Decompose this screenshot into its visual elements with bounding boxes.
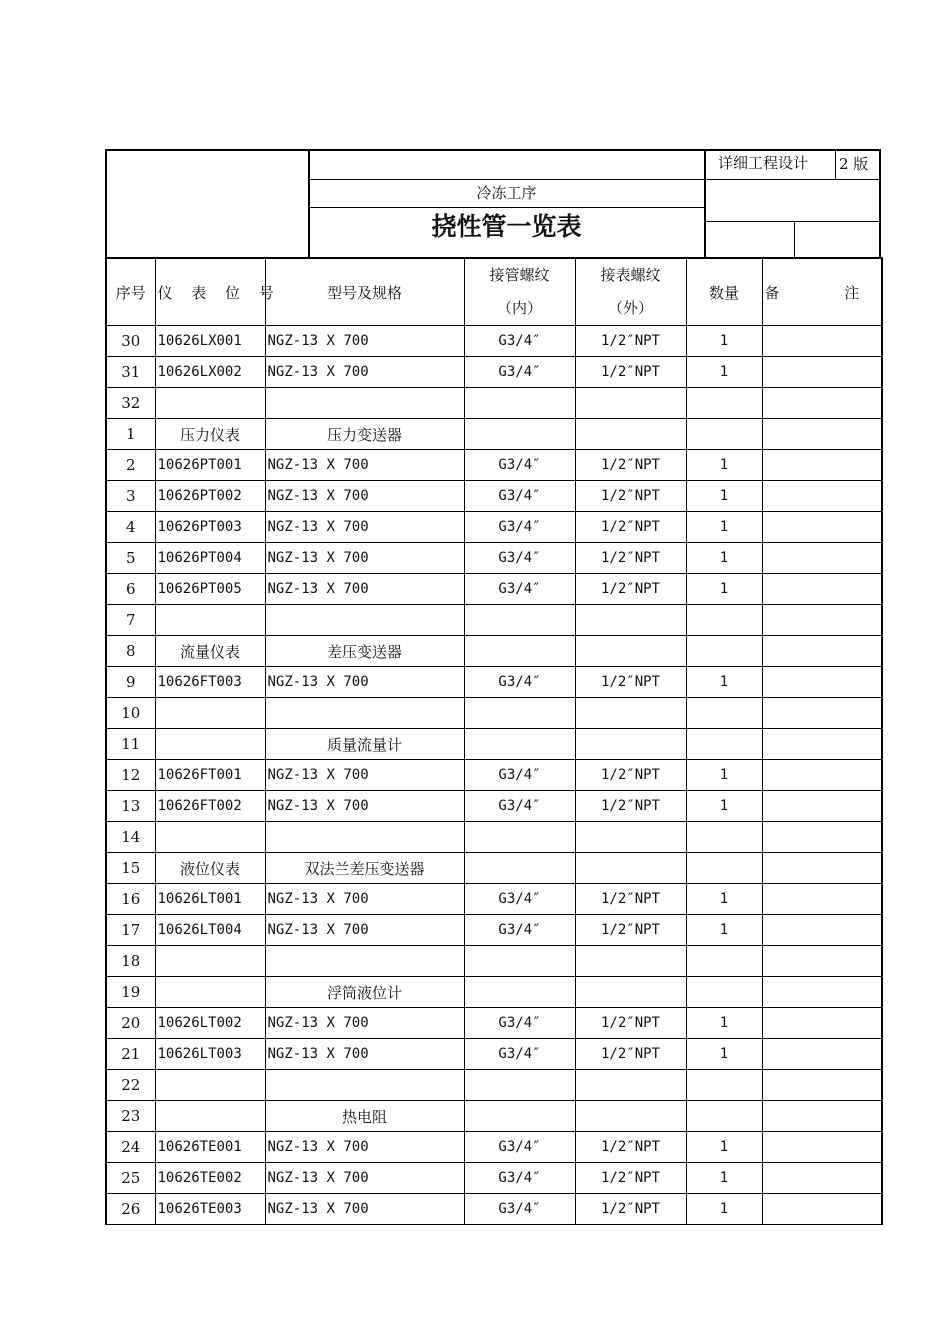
- cell-model: [265, 822, 464, 853]
- cell-tag: 10626LT001: [155, 884, 265, 915]
- table-row: [106, 977, 882, 1008]
- cell-meter-thread: [575, 946, 686, 977]
- title-block-divider: [309, 207, 704, 208]
- cell-pipe-thread: [464, 605, 575, 636]
- cell-seq: 13: [106, 791, 155, 822]
- cell-pipe-thread: [464, 388, 575, 419]
- cell-pipe-thread: [464, 636, 575, 667]
- cell-model: NGZ-13 X 700: [265, 512, 464, 543]
- cell-seq: 7: [106, 605, 155, 636]
- cell-model: 差压变送器: [265, 636, 464, 667]
- cell-pipe-thread: G3/4″: [464, 915, 575, 946]
- cell-model: NGZ-13 X 700: [265, 1008, 464, 1039]
- cell-tag: 液位仪表: [155, 853, 265, 884]
- cell-qty: [686, 946, 762, 977]
- table-row: [106, 1163, 882, 1194]
- cell-model: NGZ-13 X 700: [265, 481, 464, 512]
- cell-seq: 32: [106, 388, 155, 419]
- cell-seq: 6: [106, 574, 155, 605]
- cell-pipe-thread: [464, 853, 575, 884]
- cell-seq: 3: [106, 481, 155, 512]
- cell-qty: [686, 1070, 762, 1101]
- cell-pipe-thread: G3/4″: [464, 450, 575, 481]
- table-row: [106, 698, 882, 729]
- cell-remark: [762, 760, 882, 791]
- cell-seq: 30: [106, 326, 155, 357]
- col-header-remark-label: 备 注: [764, 283, 890, 302]
- cell-tag: 10626TE001: [155, 1132, 265, 1163]
- cell-meter-thread: [575, 388, 686, 419]
- cell-seq: 20: [106, 1008, 155, 1039]
- cell-model: NGZ-13 X 700: [265, 760, 464, 791]
- cell-remark: [762, 729, 882, 760]
- cell-meter-thread: [575, 822, 686, 853]
- cell-pipe-thread: G3/4″: [464, 512, 575, 543]
- cell-seq: 31: [106, 357, 155, 388]
- cell-seq: 1: [106, 419, 155, 450]
- cell-tag: 10626LT003: [155, 1039, 265, 1070]
- cell-model: NGZ-13 X 700: [265, 543, 464, 574]
- cell-tag: [155, 698, 265, 729]
- cell-qty: 1: [686, 543, 762, 574]
- cell-meter-thread: 1/2″NPT: [575, 1163, 686, 1194]
- process-name: 冷冻工序: [476, 184, 537, 202]
- cell-remark: [762, 481, 882, 512]
- cell-tag: [155, 388, 265, 419]
- cell-pipe-thread: G3/4″: [464, 1163, 575, 1194]
- cell-qty: 1: [686, 915, 762, 946]
- cell-meter-thread: 1/2″NPT: [575, 1008, 686, 1039]
- cell-tag: [155, 729, 265, 760]
- table-row: [106, 729, 882, 760]
- col-header-meter-thread-line2: （外）: [607, 299, 653, 317]
- table-row: [106, 512, 882, 543]
- cell-meter-thread: 1/2″NPT: [575, 1194, 686, 1225]
- cell-meter-thread: 1/2″NPT: [575, 543, 686, 574]
- cell-model: [265, 698, 464, 729]
- cell-pipe-thread: G3/4″: [464, 357, 575, 388]
- cell-remark: [762, 915, 882, 946]
- cell-seq: 4: [106, 512, 155, 543]
- table-row: [106, 481, 882, 512]
- cell-qty: [686, 1101, 762, 1132]
- cell-qty: 1: [686, 760, 762, 791]
- table-row: [106, 946, 882, 977]
- table-row: [106, 667, 882, 698]
- cell-meter-thread: [575, 729, 686, 760]
- cell-model: NGZ-13 X 700: [265, 1132, 464, 1163]
- title-block-divider: [835, 149, 836, 179]
- cell-remark: [762, 1101, 882, 1132]
- cell-model: [265, 605, 464, 636]
- version-label: 2 版: [839, 155, 869, 173]
- cell-tag: 10626PT002: [155, 481, 265, 512]
- cell-seq: 8: [106, 636, 155, 667]
- cell-meter-thread: 1/2″NPT: [575, 1039, 686, 1070]
- cell-meter-thread: 1/2″NPT: [575, 667, 686, 698]
- cell-meter-thread: 1/2″NPT: [575, 326, 686, 357]
- cell-remark: [762, 605, 882, 636]
- cell-pipe-thread: G3/4″: [464, 667, 575, 698]
- table-row: [106, 636, 882, 667]
- cell-remark: [762, 419, 882, 450]
- cell-qty: [686, 822, 762, 853]
- cell-qty: 1: [686, 1132, 762, 1163]
- cell-model: [265, 946, 464, 977]
- cell-pipe-thread: G3/4″: [464, 1008, 575, 1039]
- cell-seq: 17: [106, 915, 155, 946]
- cell-pipe-thread: G3/4″: [464, 481, 575, 512]
- cell-tag: 10626PT003: [155, 512, 265, 543]
- cell-qty: 1: [686, 574, 762, 605]
- cell-pipe-thread: [464, 946, 575, 977]
- table-row: [106, 388, 882, 419]
- cell-seq: 19: [106, 977, 155, 1008]
- cell-tag: 10626LX001: [155, 326, 265, 357]
- cell-tag: 10626PT005: [155, 574, 265, 605]
- cell-pipe-thread: G3/4″: [464, 543, 575, 574]
- col-header-qty: 数量: [686, 258, 762, 326]
- table-row: [106, 853, 882, 884]
- cell-model: 质量流量计: [265, 729, 464, 760]
- cell-model: NGZ-13 X 700: [265, 1039, 464, 1070]
- cell-pipe-thread: G3/4″: [464, 791, 575, 822]
- cell-tag: 10626FT001: [155, 760, 265, 791]
- cell-pipe-thread: G3/4″: [464, 760, 575, 791]
- cell-remark: [762, 512, 882, 543]
- cell-model: [265, 1070, 464, 1101]
- col-header-tag-label: 仪 表 位 号: [157, 283, 281, 302]
- table-row: [106, 419, 882, 450]
- cell-remark: [762, 326, 882, 357]
- flexible-hose-table: [105, 257, 890, 1225]
- cell-model: NGZ-13 X 700: [265, 915, 464, 946]
- col-header-seq: 序号: [106, 258, 155, 326]
- cell-remark: [762, 822, 882, 853]
- col-header-pipe-thread-line2: （内）: [496, 299, 542, 317]
- cell-pipe-thread: [464, 1070, 575, 1101]
- table-row: [106, 1194, 882, 1225]
- cell-tag: 10626FT002: [155, 791, 265, 822]
- cell-pipe-thread: [464, 822, 575, 853]
- cell-seq: 5: [106, 543, 155, 574]
- table-row: [106, 574, 882, 605]
- cell-tag: 10626PT001: [155, 450, 265, 481]
- cell-qty: 1: [686, 481, 762, 512]
- table-row: [106, 605, 882, 636]
- cell-qty: [686, 605, 762, 636]
- cell-seq: 9: [106, 667, 155, 698]
- cell-remark: [762, 884, 882, 915]
- cell-meter-thread: 1/2″NPT: [575, 512, 686, 543]
- cell-qty: 1: [686, 512, 762, 543]
- cell-qty: [686, 636, 762, 667]
- cell-model: NGZ-13 X 700: [265, 326, 464, 357]
- cell-seq: 11: [106, 729, 155, 760]
- cell-pipe-thread: G3/4″: [464, 326, 575, 357]
- cell-remark: [762, 667, 882, 698]
- cell-tag: [155, 977, 265, 1008]
- cell-remark: [762, 946, 882, 977]
- cell-seq: 16: [106, 884, 155, 915]
- cell-pipe-thread: G3/4″: [464, 574, 575, 605]
- cell-meter-thread: 1/2″NPT: [575, 884, 686, 915]
- cell-tag: 10626LT004: [155, 915, 265, 946]
- cell-meter-thread: 1/2″NPT: [575, 1132, 686, 1163]
- title-block-divider: [309, 179, 881, 180]
- cell-model: NGZ-13 X 700: [265, 1163, 464, 1194]
- cell-seq: 22: [106, 1070, 155, 1101]
- cell-model: NGZ-13 X 700: [265, 791, 464, 822]
- col-header-tag: [155, 258, 281, 326]
- cell-pipe-thread: G3/4″: [464, 1039, 575, 1070]
- title-block-divider: [704, 149, 706, 258]
- col-header-meter-thread-line1: 接表螺纹: [600, 266, 661, 284]
- cell-tag: 10626LT002: [155, 1008, 265, 1039]
- cell-remark: [762, 543, 882, 574]
- table-row: [106, 1101, 882, 1132]
- table-row: [106, 450, 882, 481]
- cell-pipe-thread: [464, 1101, 575, 1132]
- cell-meter-thread: [575, 1101, 686, 1132]
- title-block-divider: [308, 149, 310, 258]
- cell-tag: 10626TE003: [155, 1194, 265, 1225]
- cell-qty: 1: [686, 884, 762, 915]
- cell-remark: [762, 636, 882, 667]
- cell-meter-thread: 1/2″NPT: [575, 481, 686, 512]
- cell-qty: 1: [686, 1163, 762, 1194]
- cell-model: [265, 388, 464, 419]
- cell-model: NGZ-13 X 700: [265, 884, 464, 915]
- cell-model: NGZ-13 X 700: [265, 450, 464, 481]
- cell-meter-thread: 1/2″NPT: [575, 915, 686, 946]
- cell-qty: [686, 977, 762, 1008]
- cell-qty: 1: [686, 1194, 762, 1225]
- cell-tag: 10626PT004: [155, 543, 265, 574]
- cell-meter-thread: [575, 698, 686, 729]
- table-row: [106, 884, 882, 915]
- cell-seq: 25: [106, 1163, 155, 1194]
- cell-meter-thread: 1/2″NPT: [575, 450, 686, 481]
- table-row: [106, 543, 882, 574]
- cell-tag: 流量仪表: [155, 636, 265, 667]
- title-block-divider: [794, 221, 795, 258]
- design-stage: 详细工程设计: [718, 154, 809, 172]
- table-row: [106, 760, 882, 791]
- cell-remark: [762, 791, 882, 822]
- table-row: [106, 357, 882, 388]
- cell-model: 压力变送器: [265, 419, 464, 450]
- cell-qty: 1: [686, 1008, 762, 1039]
- cell-meter-thread: 1/2″NPT: [575, 574, 686, 605]
- cell-seq: 21: [106, 1039, 155, 1070]
- cell-remark: [762, 1194, 882, 1225]
- cell-qty: [686, 419, 762, 450]
- cell-meter-thread: [575, 853, 686, 884]
- cell-qty: [686, 698, 762, 729]
- col-header-remark: [762, 258, 890, 326]
- cell-tag: [155, 946, 265, 977]
- cell-remark: [762, 388, 882, 419]
- table-row: [106, 1039, 882, 1070]
- cell-seq: 26: [106, 1194, 155, 1225]
- cell-qty: 1: [686, 326, 762, 357]
- cell-qty: 1: [686, 791, 762, 822]
- cell-tag: 10626LX002: [155, 357, 265, 388]
- cell-meter-thread: [575, 419, 686, 450]
- cell-remark: [762, 574, 882, 605]
- cell-meter-thread: 1/2″NPT: [575, 760, 686, 791]
- col-header-meter-thread: [575, 258, 686, 326]
- cell-seq: 15: [106, 853, 155, 884]
- cell-tag: [155, 1070, 265, 1101]
- cell-tag: 10626FT003: [155, 667, 265, 698]
- cell-model: 双法兰差压变送器: [265, 853, 464, 884]
- cell-tag: [155, 605, 265, 636]
- cell-model: NGZ-13 X 700: [265, 667, 464, 698]
- cell-tag: 压力仪表: [155, 419, 265, 450]
- table-row: [106, 822, 882, 853]
- cell-remark: [762, 698, 882, 729]
- cell-meter-thread: [575, 636, 686, 667]
- col-header-model: 型号及规格: [265, 258, 464, 326]
- cell-seq: 10: [106, 698, 155, 729]
- cell-pipe-thread: G3/4″: [464, 884, 575, 915]
- cell-qty: 1: [686, 357, 762, 388]
- cell-qty: [686, 388, 762, 419]
- cell-meter-thread: [575, 605, 686, 636]
- cell-pipe-thread: [464, 729, 575, 760]
- cell-tag: [155, 1101, 265, 1132]
- cell-qty: [686, 729, 762, 760]
- cell-remark: [762, 977, 882, 1008]
- cell-qty: 1: [686, 667, 762, 698]
- cell-seq: 14: [106, 822, 155, 853]
- cell-seq: 12: [106, 760, 155, 791]
- table-row: [106, 1070, 882, 1101]
- cell-remark: [762, 1008, 882, 1039]
- cell-model: 热电阻: [265, 1101, 464, 1132]
- cell-meter-thread: [575, 1070, 686, 1101]
- cell-remark: [762, 1070, 882, 1101]
- col-header-pipe-thread-line1: 接管螺纹: [489, 266, 550, 284]
- table-header-row: [106, 258, 882, 326]
- cell-seq: 24: [106, 1132, 155, 1163]
- cell-remark: [762, 853, 882, 884]
- cell-meter-thread: 1/2″NPT: [575, 357, 686, 388]
- cell-model: NGZ-13 X 700: [265, 357, 464, 388]
- cell-remark: [762, 1039, 882, 1070]
- cell-pipe-thread: G3/4″: [464, 1194, 575, 1225]
- cell-pipe-thread: [464, 977, 575, 1008]
- col-header-pipe-thread: [464, 258, 575, 326]
- cell-seq: 18: [106, 946, 155, 977]
- cell-model: NGZ-13 X 700: [265, 1194, 464, 1225]
- cell-seq: 23: [106, 1101, 155, 1132]
- table-body: [106, 326, 882, 1225]
- cell-qty: [686, 853, 762, 884]
- table-row: [106, 791, 882, 822]
- document-title: 挠性管一览表: [431, 212, 582, 241]
- cell-remark: [762, 1132, 882, 1163]
- cell-remark: [762, 450, 882, 481]
- cell-pipe-thread: [464, 698, 575, 729]
- table-row: [106, 1132, 882, 1163]
- table-row: [106, 915, 882, 946]
- cell-qty: 1: [686, 1039, 762, 1070]
- cell-model: NGZ-13 X 700: [265, 574, 464, 605]
- cell-pipe-thread: G3/4″: [464, 1132, 575, 1163]
- cell-model: 浮筒液位计: [265, 977, 464, 1008]
- cell-meter-thread: [575, 977, 686, 1008]
- cell-pipe-thread: [464, 419, 575, 450]
- cell-remark: [762, 357, 882, 388]
- title-block-divider: [705, 221, 881, 222]
- cell-seq: 2: [106, 450, 155, 481]
- cell-tag: 10626TE002: [155, 1163, 265, 1194]
- cell-tag: [155, 822, 265, 853]
- table-row: [106, 326, 882, 357]
- cell-qty: 1: [686, 450, 762, 481]
- cell-meter-thread: 1/2″NPT: [575, 791, 686, 822]
- table-row: [106, 1008, 882, 1039]
- cell-remark: [762, 1163, 882, 1194]
